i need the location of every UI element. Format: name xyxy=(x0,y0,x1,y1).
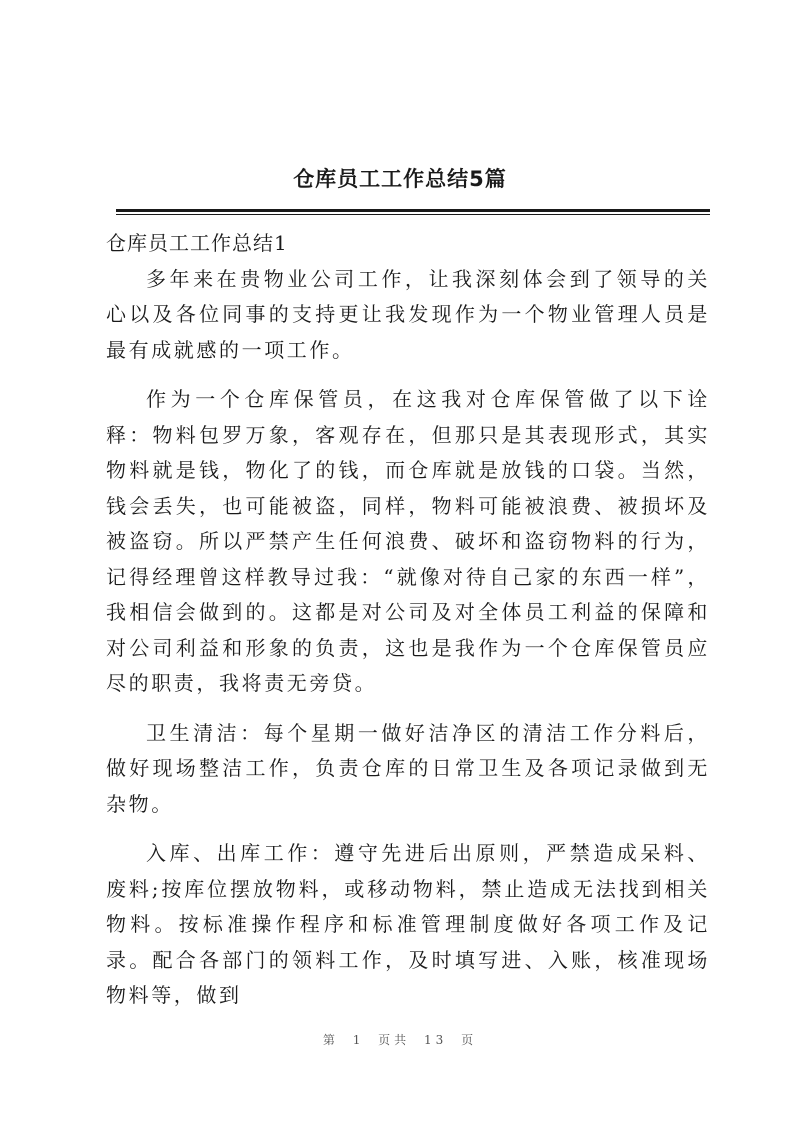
paragraph-3: 卫生清洁：每个星期一做好洁净区的清洁工作分料后，做好现场整洁工作，负责仓库的日常卫生及各项记录做到无杂物。 xyxy=(106,720,710,816)
title-rule-thick xyxy=(116,209,710,212)
document-body xyxy=(106,226,710,1028)
paragraph-2: 作为一个仓库保管员，在这我对仓库保管做了以下诠释：物料包罗万象，客观存在，但那只是其表现形式，其实物料就是钱，物化了的钱，而仓库就是放钱的口袋。当然，钱会丢失，也可能被盗，同样，物料可能被浪费、被损坏及被盗窃。所以严禁产生任何浪费、破坏和盗窃物料的行为，记得经理曾这样教导过我：“就像对待自己家的东西一样”，我相信会做到的。这都是对公司及对全体员工利益的保障和对公司利益和形象的负责，这也是我作为一个仓库保管员应尽的职责，我将责无旁贷。 xyxy=(106,387,710,695)
document-title: 仓库员工工作总结5篇 xyxy=(293,167,507,191)
title-rule-thin xyxy=(116,214,710,215)
section-heading: 仓库员工工作总结1 xyxy=(106,231,288,255)
paragraph-4: 入库、出库工作：遵守先进后出原则，严禁造成呆料、废料;按库位摆放物料，或移动物料，禁止造成无法找到相关物料。按标准操作程序和标准管理制度做好各项工作及记录。配合各部门的领料工作，及时填写进、入账，核准现场物料等，做到 xyxy=(106,841,710,1007)
page-footer: 第 1 页共 13 页 xyxy=(322,1033,478,1047)
paragraph-1: 多年来在贵物业公司工作，让我深刻体会到了领导的关心以及各位同事的支持更让我发现作为一个物业管理人员是最有成就感的一项工作。 xyxy=(106,266,710,362)
